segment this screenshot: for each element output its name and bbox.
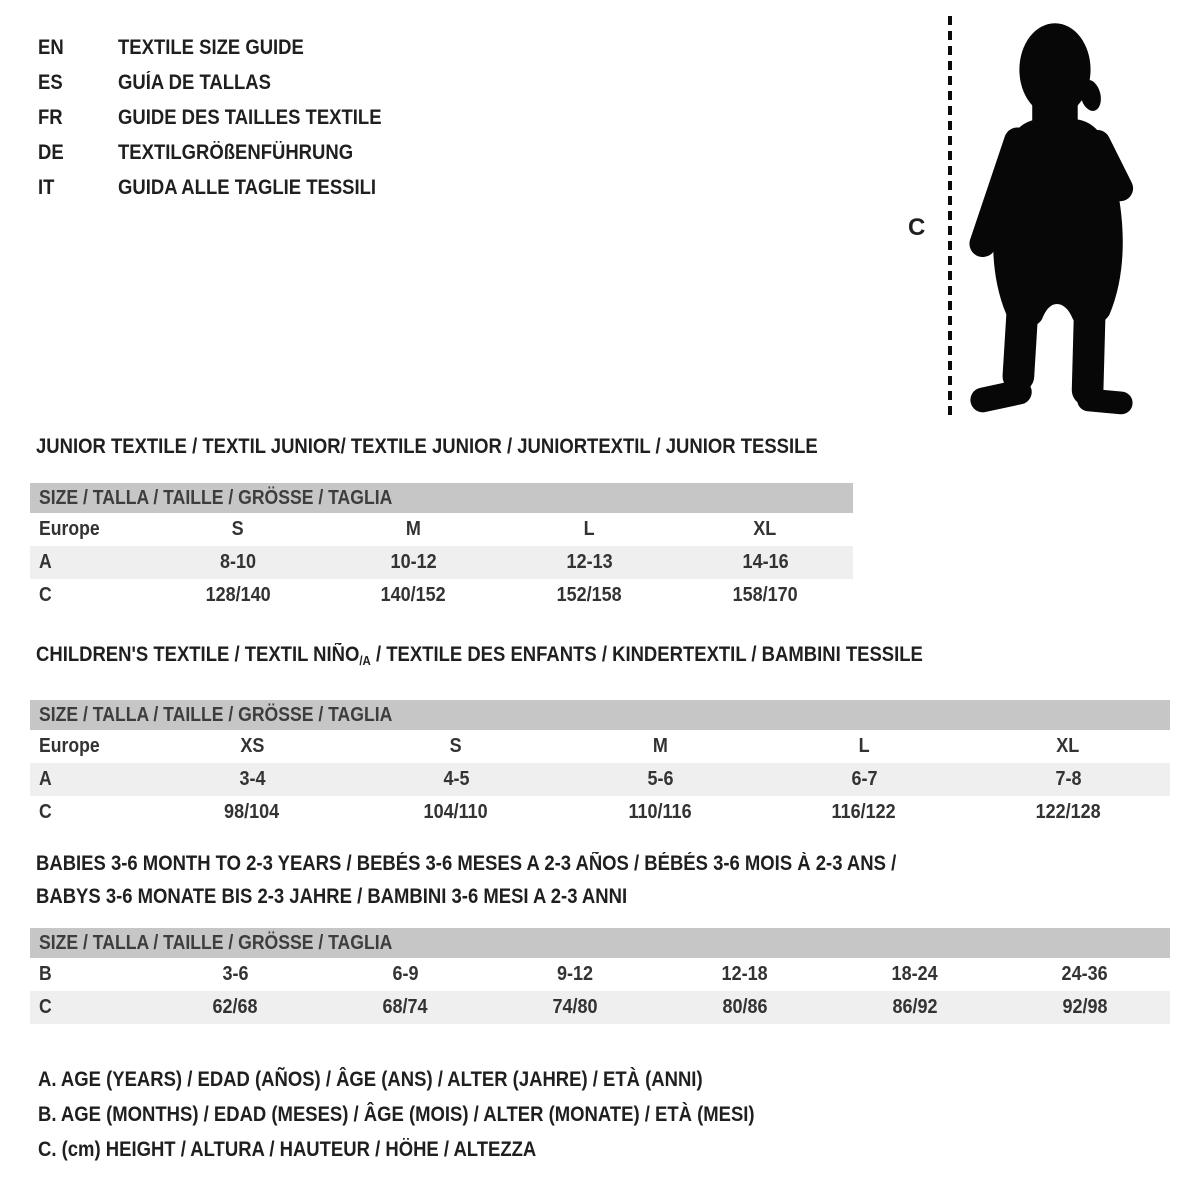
lang-title: TEXTILGRÖßENFÜHRUNG [118, 141, 354, 164]
cell: 7-8 [1054, 768, 1082, 790]
lang-row-fr [38, 100, 417, 135]
cell: 92/98 [1062, 996, 1108, 1018]
cell: 9-12 [556, 963, 594, 985]
cell: 68/74 [382, 996, 428, 1018]
cell: L [858, 735, 870, 757]
table-row-c [30, 579, 853, 612]
cell: 5-6 [646, 768, 674, 790]
lang-row-it [38, 170, 417, 205]
babies-section-title [36, 847, 1014, 913]
cell: XL [753, 518, 777, 540]
cell: XL [1056, 735, 1080, 757]
lang-title: GUIDE DES TAILLES TEXTILE [118, 106, 382, 129]
cell: L [583, 518, 595, 540]
figure-height-label: C [908, 214, 926, 241]
babies-title-line1: BABIES 3-6 MONTH TO 2-3 YEARS / BEBÉS 3-6 MESES A 2-3 AÑOS / BÉBÉS 3-6 MOIS À 2-3 ANS / [36, 852, 897, 875]
legend-line-c: C. (cm) HEIGHT / ALTURA / HAUTEUR / HÖHE / ALTEZZA [38, 1138, 537, 1161]
cell: 62/68 [212, 996, 258, 1018]
legend-line-b: B. AGE (MONTHS) / EDAD (MESES) / ÂGE (MOIS) / ALTER (MONATE) / ETÀ (MESI) [38, 1103, 755, 1126]
cell: 18-24 [891, 963, 939, 985]
cell: 122/128 [1035, 801, 1101, 823]
lang-title: GUIDA ALLE TAGLIE TESSILI [118, 176, 377, 199]
babies-title-line2: BABYS 3-6 MONATE BIS 2-3 JAHRE / BAMBINI 3-6 MESI A 2-3 ANNI [36, 885, 628, 908]
cell: 110/116 [628, 801, 692, 823]
lang-row-en [38, 30, 417, 65]
cell: 104/110 [423, 801, 489, 823]
lang-code: ES [38, 71, 63, 94]
row-label: B [39, 963, 52, 985]
table-row-a [30, 763, 1170, 796]
cell: 158/170 [732, 584, 798, 606]
children-size-table [30, 700, 1170, 829]
cell: 86/92 [892, 996, 938, 1018]
cell: 8-10 [219, 551, 256, 573]
cell: 80/86 [722, 996, 768, 1018]
cell: 3-6 [221, 963, 249, 985]
row-label: A [39, 551, 52, 573]
lang-title: TEXTILE SIZE GUIDE [118, 36, 304, 59]
table-row-a [30, 546, 853, 579]
table-row-c [30, 796, 1170, 829]
size-header-bar: SIZE / TALLA / TAILLE / GRÖSSE / TAGLIA [30, 700, 1170, 730]
height-dashed-line-icon [948, 16, 952, 416]
lang-code: IT [38, 176, 55, 199]
cell: 98/104 [224, 801, 280, 823]
cell: 24-36 [1061, 963, 1109, 985]
toddler-silhouette-icon [963, 18, 1141, 418]
lang-code: DE [38, 141, 64, 164]
cell: M [652, 735, 668, 757]
table-row-europe [30, 513, 853, 546]
children-section-title: CHILDREN'S TEXTILE / TEXTIL $NIÑO_{/A}$ / TEXTILE DES ENFANTS / KINDERTEXTIL / BAMBINI TESSILE [36, 643, 923, 668]
cell: 6-9 [391, 963, 419, 985]
cell: 74/80 [552, 996, 598, 1018]
cell: 14-16 [742, 551, 789, 573]
cell: S [449, 735, 463, 757]
lang-code: FR [38, 106, 63, 129]
legend [38, 1062, 852, 1167]
lang-row-de [38, 135, 417, 170]
row-label: C [39, 584, 52, 606]
row-label: Europe [39, 735, 100, 757]
cell: 4-5 [442, 768, 470, 790]
cell: 128/140 [205, 584, 271, 606]
row-label: A [39, 768, 52, 790]
cell: M [406, 518, 422, 540]
cell: XS [239, 735, 265, 757]
junior-section-title: JUNIOR TEXTILE / TEXTIL JUNIOR/ TEXTILE JUNIOR / JUNIORTEXTIL / JUNIOR TESSILE [36, 435, 818, 458]
lang-title: GUÍA DE TALLAS [118, 71, 271, 94]
cell: 10-12 [390, 551, 437, 573]
size-header-bar: SIZE / TALLA / TAILLE / GRÖSSE / TAGLIA [30, 483, 853, 513]
row-label: C [39, 801, 52, 823]
table-row-europe [30, 730, 1170, 763]
cell: 12-13 [566, 551, 613, 573]
table-row-b [30, 958, 1170, 991]
row-label: Europe [39, 518, 100, 540]
cell: 116/122 [831, 801, 897, 823]
title-subscript: /A [359, 653, 371, 668]
cell: S [231, 518, 244, 540]
babies-size-table [30, 928, 1170, 1024]
cell: 152/158 [556, 584, 622, 606]
cell: 6-7 [850, 768, 878, 790]
cell: 140/152 [381, 584, 447, 606]
legend-line-a: A. AGE (YEARS) / EDAD (AÑOS) / ÂGE (ANS) / ALTER (JAHRE) / ETÀ (ANNI) [38, 1068, 703, 1091]
size-header-bar: SIZE / TALLA / TAILLE / GRÖSSE / TAGLIA [30, 928, 1170, 958]
cell: 12-18 [721, 963, 769, 985]
lang-row-es [38, 65, 417, 100]
cell: 3-4 [238, 768, 266, 790]
junior-size-table [30, 483, 853, 612]
language-guide-header [38, 30, 417, 205]
lang-code: EN [38, 36, 64, 59]
table-row-c [30, 991, 1170, 1024]
row-label: C [39, 996, 52, 1018]
